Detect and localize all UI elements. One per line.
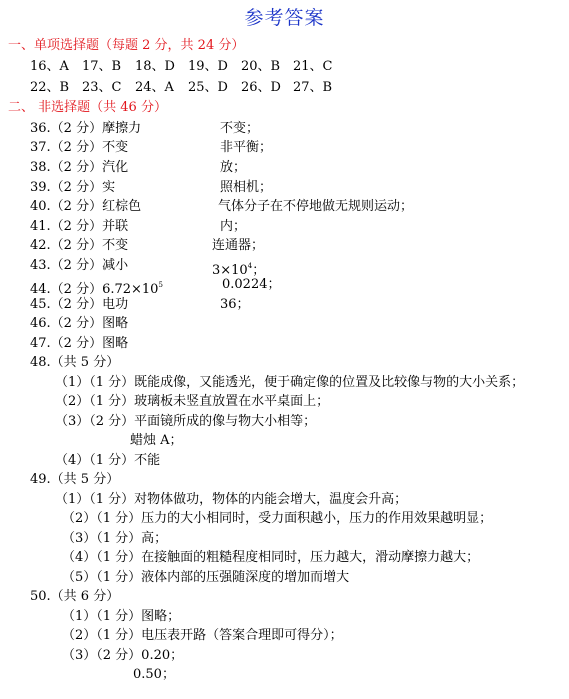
- q48-item: （1）（1 分）既能成像，又能透光，便于确定像的位置及比较像与物的大小关系；: [55, 375, 525, 390]
- q48-item: （4）（1 分）不能: [55, 453, 161, 468]
- answer-line-41-second: 内；: [220, 219, 247, 234]
- q50-item: （2）（1 分）电压表开路（答案合理即可得分）；: [62, 628, 343, 643]
- q49-item: （5）（1 分）液体内部的压强随深度的增加而增大: [62, 570, 350, 585]
- q48-item: 蜡烛 A；: [130, 433, 183, 448]
- answer-line-43-second: $3\times 10^4$；: [212, 262, 266, 278]
- mc-answer: 17、B: [82, 59, 122, 74]
- q49-item: （3）（1 分）高；: [62, 531, 168, 546]
- answer-line-36: 36.（2 分）摩擦力: [30, 121, 142, 136]
- mc-answer: 21、C: [293, 59, 333, 74]
- q49-heading: 49.（共 5 分）: [30, 472, 120, 487]
- mc-answer: 18、D: [135, 59, 175, 74]
- section2-heading: 二、 非选择题（共 46 分）: [8, 100, 167, 115]
- answer-line-37: 37.（2 分）不变: [30, 140, 129, 155]
- mc-answer: 24、A: [135, 80, 174, 95]
- answer-line-42-second: 连通器；: [212, 238, 265, 253]
- answer-line-47: 47.（2 分）图略: [30, 336, 129, 351]
- answer-line-38-second: 放；: [220, 160, 247, 175]
- mc-answer: 25、D: [188, 80, 228, 95]
- q48-item: （2）（1 分）玻璃板未竖直放置在水平桌面上；: [55, 394, 330, 409]
- answer-line-44-second: 0.0224；: [222, 277, 281, 292]
- q49-item: （2）（1 分）压力的大小相同时，受力面积越小，压力的作用效果越明显；: [62, 511, 493, 526]
- answer-line-40: 40.（2 分）红棕色: [30, 199, 142, 214]
- q48-item: （3）（2 分）平面镜所成的像与物大小相等；: [55, 414, 317, 429]
- q49-item: （1）（1 分）对物体做功，物体的内能会增大，温度会升高；: [55, 492, 408, 507]
- q50-item: （3）（2 分）0.20；: [62, 648, 184, 663]
- q50-item: （1）（1 分）图略；: [62, 609, 181, 624]
- answer-line-37-second: 非平衡；: [220, 140, 273, 155]
- mc-answer: 19、D: [188, 59, 228, 74]
- mc-answer: 20、B: [241, 59, 281, 74]
- q50-heading: 50.（共 6 分）: [30, 589, 120, 604]
- answer-line-45: 45.（2 分）电功: [30, 297, 129, 312]
- answer-line-39-second: 照相机；: [220, 180, 273, 195]
- answer-line-42: 42.（2 分）不变: [30, 238, 129, 253]
- q50-item: 0.50；: [133, 667, 175, 682]
- mc-answer: 26、D: [241, 80, 281, 95]
- answer-line-43: 43.（2 分）减小: [30, 258, 129, 273]
- mc-answer: 27、B: [293, 80, 333, 95]
- page-title: 参考答案: [244, 7, 325, 29]
- answer-line-41: 41.（2 分）并联: [30, 219, 129, 234]
- answer-line-45-second: 36；: [220, 297, 250, 312]
- answer-line-44: 44.（2 分）$6.72\times 10^5$: [30, 281, 163, 297]
- section1-heading: 一、单项选择题（每题 2 分，共 24 分）: [8, 38, 245, 53]
- mc-answer: 22、B: [30, 80, 70, 95]
- mc-answer: 23、C: [82, 80, 122, 95]
- answer-line-38: 38.（2 分）汽化: [30, 160, 129, 175]
- answer-line-39: 39.（2 分）实: [30, 180, 116, 195]
- answer-line-36-second: 不变；: [220, 121, 260, 136]
- mc-answer: 16、A: [30, 59, 69, 74]
- q48-heading: 48.（共 5 分）: [30, 355, 120, 370]
- answer-line-46: 46.（2 分）图略: [30, 316, 129, 331]
- q49-item: （4）（1 分）在接触面的粗糙程度相同时，压力越大，滑动摩擦力越大；: [62, 550, 480, 565]
- answer-line-40-second: 气体分子在不停地做无规则运动；: [218, 199, 414, 214]
